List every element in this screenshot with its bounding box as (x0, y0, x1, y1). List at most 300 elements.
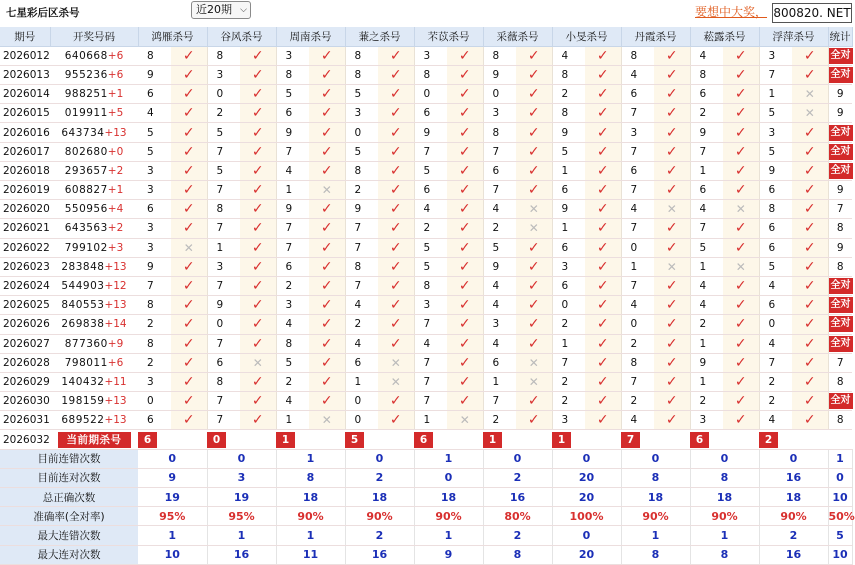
kill-number-cell: 6 (276, 257, 309, 276)
stat-cell (828, 65, 852, 84)
check-icon: ✓ (240, 257, 276, 276)
kill-number-cell: 5 (690, 238, 723, 257)
kill-number-cell: 6 (552, 276, 585, 295)
chevron-down-icon: ⌵ (240, 5, 247, 15)
period-select[interactable] (191, 1, 251, 19)
stats-value: 9 (138, 468, 207, 487)
check-icon: ✓ (792, 334, 828, 353)
check-icon: ✓ (240, 219, 276, 238)
stats-row (0, 488, 852, 507)
check-icon: ✓ (378, 334, 414, 353)
kill-number-cell: 0 (345, 392, 378, 411)
table-row (0, 372, 852, 391)
special-number: +4 (107, 203, 124, 216)
kill-number-cell: 6 (621, 161, 654, 180)
kill-number-cell: 7 (207, 334, 240, 353)
check-icon: ✓ (654, 181, 690, 200)
cross-icon: ✕ (240, 353, 276, 372)
check-icon: ✓ (792, 392, 828, 411)
kill-number-cell: 0 (207, 315, 240, 334)
kill-number-cell: 3 (483, 104, 516, 123)
col-issue: 期号 (0, 27, 50, 46)
stat-cell (828, 315, 852, 334)
check-icon: ✓ (585, 238, 621, 257)
issue-cell: 2026015 (0, 104, 50, 123)
check-icon: ✓ (309, 296, 345, 315)
check-icon: ✓ (516, 334, 552, 353)
check-icon: ✓ (171, 219, 207, 238)
check-icon: ✓ (378, 219, 414, 238)
kill-number-cell: 5 (552, 142, 585, 161)
stats-value: 0 (759, 449, 828, 468)
kill-number-cell: 9 (276, 123, 309, 142)
stats-value: 16 (345, 545, 414, 564)
issue-cell: 2026016 (0, 123, 50, 142)
kill-number-cell: 4 (138, 104, 171, 123)
kill-number-cell: 4 (690, 276, 723, 295)
check-icon: ✓ (654, 372, 690, 391)
kill-number-cell: 6 (552, 238, 585, 257)
main-numbers: 640668 (64, 49, 108, 62)
current-kill-badge: 1 (276, 432, 295, 448)
stats-value: 3 (207, 468, 276, 487)
main-numbers: 840553 (61, 299, 105, 312)
check-icon: ✓ (723, 315, 759, 334)
check-icon: ✓ (516, 85, 552, 104)
stats-label: 目前连错次数 (0, 449, 138, 468)
kill-number-cell: 6 (138, 85, 171, 104)
table-row (0, 392, 852, 411)
main-numbers: 877360 (64, 337, 108, 350)
check-icon: ✓ (723, 161, 759, 180)
check-icon: ✓ (654, 334, 690, 353)
kill-number-cell: 6 (345, 353, 378, 372)
stat-cell (828, 392, 852, 411)
kill-number-cell: 4 (759, 276, 792, 295)
kill-number-cell: 2 (621, 392, 654, 411)
kill-number-cell: 7 (276, 219, 309, 238)
draw-numbers-cell (50, 257, 138, 276)
kill-number-cell: 3 (138, 181, 171, 200)
kill-number-cell: 5 (276, 85, 309, 104)
table-row (0, 315, 852, 334)
stats-value: 8 (690, 468, 759, 487)
kill-number-cell: 6 (138, 200, 171, 219)
check-icon: ✓ (585, 200, 621, 219)
table-row (0, 65, 852, 84)
cross-icon: ✕ (516, 219, 552, 238)
cross-icon: ✕ (723, 257, 759, 276)
kill-number-cell: 7 (276, 142, 309, 161)
stat-cell (828, 276, 852, 295)
check-icon: ✓ (171, 296, 207, 315)
current-kill-cell (621, 430, 690, 449)
kill-number-cell: 9 (552, 200, 585, 219)
stats-value: 0 (621, 449, 690, 468)
stats-value: 2 (483, 468, 552, 487)
kill-number-cell: 5 (345, 142, 378, 161)
kill-number-cell: 8 (552, 104, 585, 123)
kill-number-cell: 7 (621, 104, 654, 123)
main-numbers: 269838 (61, 318, 105, 331)
stats-value: 0 (483, 449, 552, 468)
kill-number-cell: 1 (483, 372, 516, 391)
issue-cell: 2026026 (0, 315, 50, 334)
issue-cell: 2026022 (0, 238, 50, 257)
all-correct-badge: 全对 (829, 125, 853, 141)
kill-number-cell: 6 (276, 104, 309, 123)
special-number: +3 (107, 241, 124, 254)
stats-value: 19 (138, 488, 207, 507)
cross-icon: ✕ (447, 411, 483, 430)
stats-value: 8 (276, 468, 345, 487)
check-icon: ✓ (447, 257, 483, 276)
kill-number-cell: 3 (138, 372, 171, 391)
empty-cell (828, 430, 852, 449)
check-icon: ✓ (378, 46, 414, 65)
main-numbers: 798011 (64, 356, 108, 369)
current-kill-cell (207, 430, 276, 449)
check-icon: ✓ (309, 353, 345, 372)
kill-number-cell: 4 (276, 161, 309, 180)
kill-number-cell: 6 (759, 296, 792, 315)
stat-cell: 9 (828, 238, 852, 257)
kill-number-cell: 7 (207, 276, 240, 295)
stat-cell: 7 (828, 353, 852, 372)
check-icon: ✓ (171, 181, 207, 200)
stats-value: 2 (345, 468, 414, 487)
col-expert: 蒹之杀号 (345, 27, 414, 46)
check-icon: ✓ (723, 219, 759, 238)
current-kill-badge: 0 (207, 432, 226, 448)
kill-number-cell: 8 (276, 334, 309, 353)
draw-numbers-cell (50, 161, 138, 180)
all-correct-badge: 全对 (829, 297, 853, 313)
main-numbers: 955236 (64, 68, 108, 81)
check-icon: ✓ (585, 142, 621, 161)
table-row (0, 411, 852, 430)
check-icon: ✓ (309, 65, 345, 84)
stat-cell (828, 161, 852, 180)
check-icon: ✓ (447, 142, 483, 161)
kill-number-cell: 7 (207, 411, 240, 430)
check-icon: ✓ (792, 315, 828, 334)
kill-number-cell: 0 (345, 411, 378, 430)
stat-cell: 8 (828, 372, 852, 391)
check-icon: ✓ (447, 181, 483, 200)
check-icon: ✓ (240, 411, 276, 430)
stats-value: 8 (621, 468, 690, 487)
kill-number-cell: 3 (207, 257, 240, 276)
draw-numbers-cell (50, 238, 138, 257)
all-correct-badge: 全对 (829, 144, 853, 160)
check-icon: ✓ (516, 392, 552, 411)
check-icon: ✓ (447, 315, 483, 334)
special-number: +5 (107, 107, 124, 120)
stats-value: 2 (345, 526, 414, 545)
kill-number-cell: 4 (621, 296, 654, 315)
special-number: +9 (107, 337, 124, 350)
check-icon: ✓ (309, 142, 345, 161)
kill-number-cell: 3 (276, 46, 309, 65)
kill-number-cell: 6 (483, 353, 516, 372)
stat-cell: 8 (828, 411, 852, 430)
kill-number-cell: 4 (276, 315, 309, 334)
check-icon: ✓ (309, 161, 345, 180)
kill-number-cell: 7 (621, 276, 654, 295)
check-icon: ✓ (585, 65, 621, 84)
table-row (0, 161, 852, 180)
kill-number-cell: 2 (690, 104, 723, 123)
kill-number-cell: 3 (345, 104, 378, 123)
stat-cell (828, 123, 852, 142)
kill-number-cell: 9 (138, 65, 171, 84)
kill-number-cell: 7 (414, 315, 447, 334)
check-icon: ✓ (309, 315, 345, 334)
kill-number-cell: 2 (276, 372, 309, 391)
header-row (0, 27, 852, 46)
check-icon: ✓ (585, 315, 621, 334)
check-icon: ✓ (171, 334, 207, 353)
top-bar (0, 0, 852, 26)
stats-value: 20 (552, 488, 621, 507)
kill-number-cell: 7 (207, 142, 240, 161)
kill-number-cell: 2 (276, 276, 309, 295)
kill-number-cell: 4 (759, 334, 792, 353)
check-icon: ✓ (447, 238, 483, 257)
check-icon: ✓ (723, 276, 759, 295)
kill-number-cell: 7 (621, 181, 654, 200)
stats-value: 18 (276, 488, 345, 507)
check-icon: ✓ (171, 161, 207, 180)
all-correct-badge: 全对 (829, 278, 853, 294)
stats-value: 1 (690, 526, 759, 545)
kill-number-cell: 8 (483, 123, 516, 142)
issue-cell: 2026030 (0, 392, 50, 411)
kill-number-cell: 0 (138, 392, 171, 411)
draw-numbers-cell (50, 334, 138, 353)
check-icon: ✓ (309, 200, 345, 219)
draw-numbers-cell (50, 85, 138, 104)
current-label: 当前期杀号 (58, 432, 131, 448)
table-row (0, 181, 852, 200)
kill-number-cell: 4 (621, 200, 654, 219)
kill-number-cell: 1 (621, 257, 654, 276)
col-expert: 芣苡杀号 (414, 27, 483, 46)
issue-cell: 2026014 (0, 85, 50, 104)
current-row (0, 430, 852, 449)
stats-value: 90% (345, 507, 414, 526)
kill-number-cell: 3 (621, 123, 654, 142)
issue-cell: 2026021 (0, 219, 50, 238)
kill-number-cell: 2 (345, 315, 378, 334)
check-icon: ✓ (516, 65, 552, 84)
draw-numbers-cell (50, 65, 138, 84)
stats-label: 最大连错次数 (0, 526, 138, 545)
kill-number-cell: 7 (483, 142, 516, 161)
main-numbers: 988251 (64, 88, 108, 101)
kill-number-cell: 1 (690, 161, 723, 180)
check-icon: ✓ (516, 104, 552, 123)
kill-number-cell: 3 (483, 315, 516, 334)
kill-number-cell: 6 (207, 353, 240, 372)
check-icon: ✓ (240, 161, 276, 180)
kill-number-cell: 5 (414, 161, 447, 180)
check-icon: ✓ (654, 392, 690, 411)
check-icon: ✓ (792, 372, 828, 391)
kill-number-cell: 1 (207, 238, 240, 257)
stats-value: 0 (345, 449, 414, 468)
main-numbers: 019911 (64, 107, 108, 120)
check-icon: ✓ (585, 353, 621, 372)
draw-numbers-cell (50, 353, 138, 372)
kill-number-cell: 4 (759, 411, 792, 430)
check-icon: ✓ (309, 104, 345, 123)
check-icon: ✓ (585, 123, 621, 142)
kill-number-cell: 7 (621, 142, 654, 161)
kill-number-cell: 0 (345, 123, 378, 142)
issue-cell: 2026029 (0, 372, 50, 391)
kill-number-cell: 3 (690, 411, 723, 430)
col-expert: 小旻杀号 (552, 27, 621, 46)
kill-number-cell: 7 (690, 142, 723, 161)
kill-number-cell: 6 (690, 85, 723, 104)
check-icon: ✓ (171, 315, 207, 334)
check-icon: ✓ (378, 142, 414, 161)
stat-cell: 9 (828, 85, 852, 104)
stats-value: 18 (414, 488, 483, 507)
kill-number-cell: 8 (345, 257, 378, 276)
special-number: +14 (104, 318, 127, 331)
check-icon: ✓ (378, 104, 414, 123)
table-row (0, 296, 852, 315)
check-icon: ✓ (723, 411, 759, 430)
kill-number-cell: 6 (759, 238, 792, 257)
kill-number-cell: 1 (552, 161, 585, 180)
table-row (0, 85, 852, 104)
check-icon: ✓ (723, 372, 759, 391)
check-icon: ✓ (585, 46, 621, 65)
stat-cell: 9 (828, 104, 852, 123)
cross-icon: ✕ (309, 411, 345, 430)
kill-number-cell: 6 (483, 161, 516, 180)
kill-number-cell: 5 (207, 161, 240, 180)
special-number: +6 (107, 49, 124, 62)
kill-number-cell: 4 (690, 296, 723, 315)
stats-row (0, 545, 852, 564)
check-icon: ✓ (378, 276, 414, 295)
promo-link[interactable]: 要想中大奖， (695, 5, 768, 19)
kill-number-cell: 3 (138, 238, 171, 257)
kill-number-cell: 4 (483, 334, 516, 353)
issue-cell: 2026031 (0, 411, 50, 430)
special-number: +13 (104, 126, 127, 139)
kill-number-cell: 5 (759, 257, 792, 276)
kill-number-cell: 4 (690, 200, 723, 219)
issue-cell: 2026019 (0, 181, 50, 200)
period-select-value: 近20期 (196, 3, 232, 16)
col-expert: 丹霞杀号 (621, 27, 690, 46)
all-correct-badge: 全对 (829, 393, 853, 409)
check-icon: ✓ (792, 296, 828, 315)
kill-number-cell: 7 (345, 219, 378, 238)
draw-numbers-cell (50, 181, 138, 200)
kill-number-cell: 7 (621, 219, 654, 238)
issue-cell: 2026020 (0, 200, 50, 219)
issue-cell: 2026018 (0, 161, 50, 180)
stats-value: 9 (414, 545, 483, 564)
stats-value: 8 (483, 545, 552, 564)
check-icon: ✓ (516, 257, 552, 276)
stats-total: 1 (828, 449, 852, 468)
check-icon: ✓ (171, 276, 207, 295)
current-kill-cell (138, 430, 207, 449)
kill-number-cell: 3 (759, 123, 792, 142)
kill-number-cell: 3 (138, 219, 171, 238)
cross-icon: ✕ (378, 372, 414, 391)
kill-number-cell: 4 (621, 411, 654, 430)
kill-number-cell: 7 (483, 392, 516, 411)
kill-number-cell: 3 (552, 411, 585, 430)
stats-row (0, 507, 852, 526)
check-icon: ✓ (447, 353, 483, 372)
kill-number-cell: 1 (759, 85, 792, 104)
issue-cell: 2026025 (0, 296, 50, 315)
kill-number-cell: 7 (690, 219, 723, 238)
check-icon: ✓ (240, 85, 276, 104)
main-numbers: 140432 (61, 375, 105, 388)
kill-number-cell: 8 (621, 353, 654, 372)
stats-value: 90% (414, 507, 483, 526)
stats-label: 最大连对次数 (0, 545, 138, 564)
col-expert: 菘露杀号 (690, 27, 759, 46)
kill-number-cell: 1 (552, 219, 585, 238)
issue-cell: 2026032 (0, 430, 50, 449)
kill-number-cell: 4 (621, 65, 654, 84)
current-kill-badge: 6 (414, 432, 433, 448)
kill-number-cell: 7 (414, 142, 447, 161)
main-numbers: 283848 (61, 260, 105, 273)
check-icon: ✓ (654, 411, 690, 430)
stats-value: 0 (138, 449, 207, 468)
kill-number-cell: 3 (414, 46, 447, 65)
table-row (0, 142, 852, 161)
kill-number-cell: 4 (483, 276, 516, 295)
kill-number-cell: 0 (207, 85, 240, 104)
cross-icon: ✕ (516, 353, 552, 372)
kill-number-cell: 8 (207, 46, 240, 65)
check-icon: ✓ (447, 85, 483, 104)
kill-number-cell: 3 (759, 46, 792, 65)
stats-value: 95% (138, 507, 207, 526)
kill-number-cell: 1 (690, 372, 723, 391)
current-kill-cell (414, 430, 483, 449)
kill-number-cell: 0 (621, 238, 654, 257)
check-icon: ✓ (516, 276, 552, 295)
check-icon: ✓ (240, 276, 276, 295)
special-number: +11 (104, 375, 127, 388)
kill-number-cell: 4 (414, 334, 447, 353)
stat-cell: 8 (828, 219, 852, 238)
check-icon: ✓ (171, 85, 207, 104)
stats-value: 1 (138, 526, 207, 545)
kill-number-cell: 8 (552, 65, 585, 84)
kill-number-cell: 2 (345, 181, 378, 200)
check-icon: ✓ (792, 411, 828, 430)
draw-numbers-cell (50, 315, 138, 334)
stats-value: 90% (690, 507, 759, 526)
stat-cell (828, 296, 852, 315)
